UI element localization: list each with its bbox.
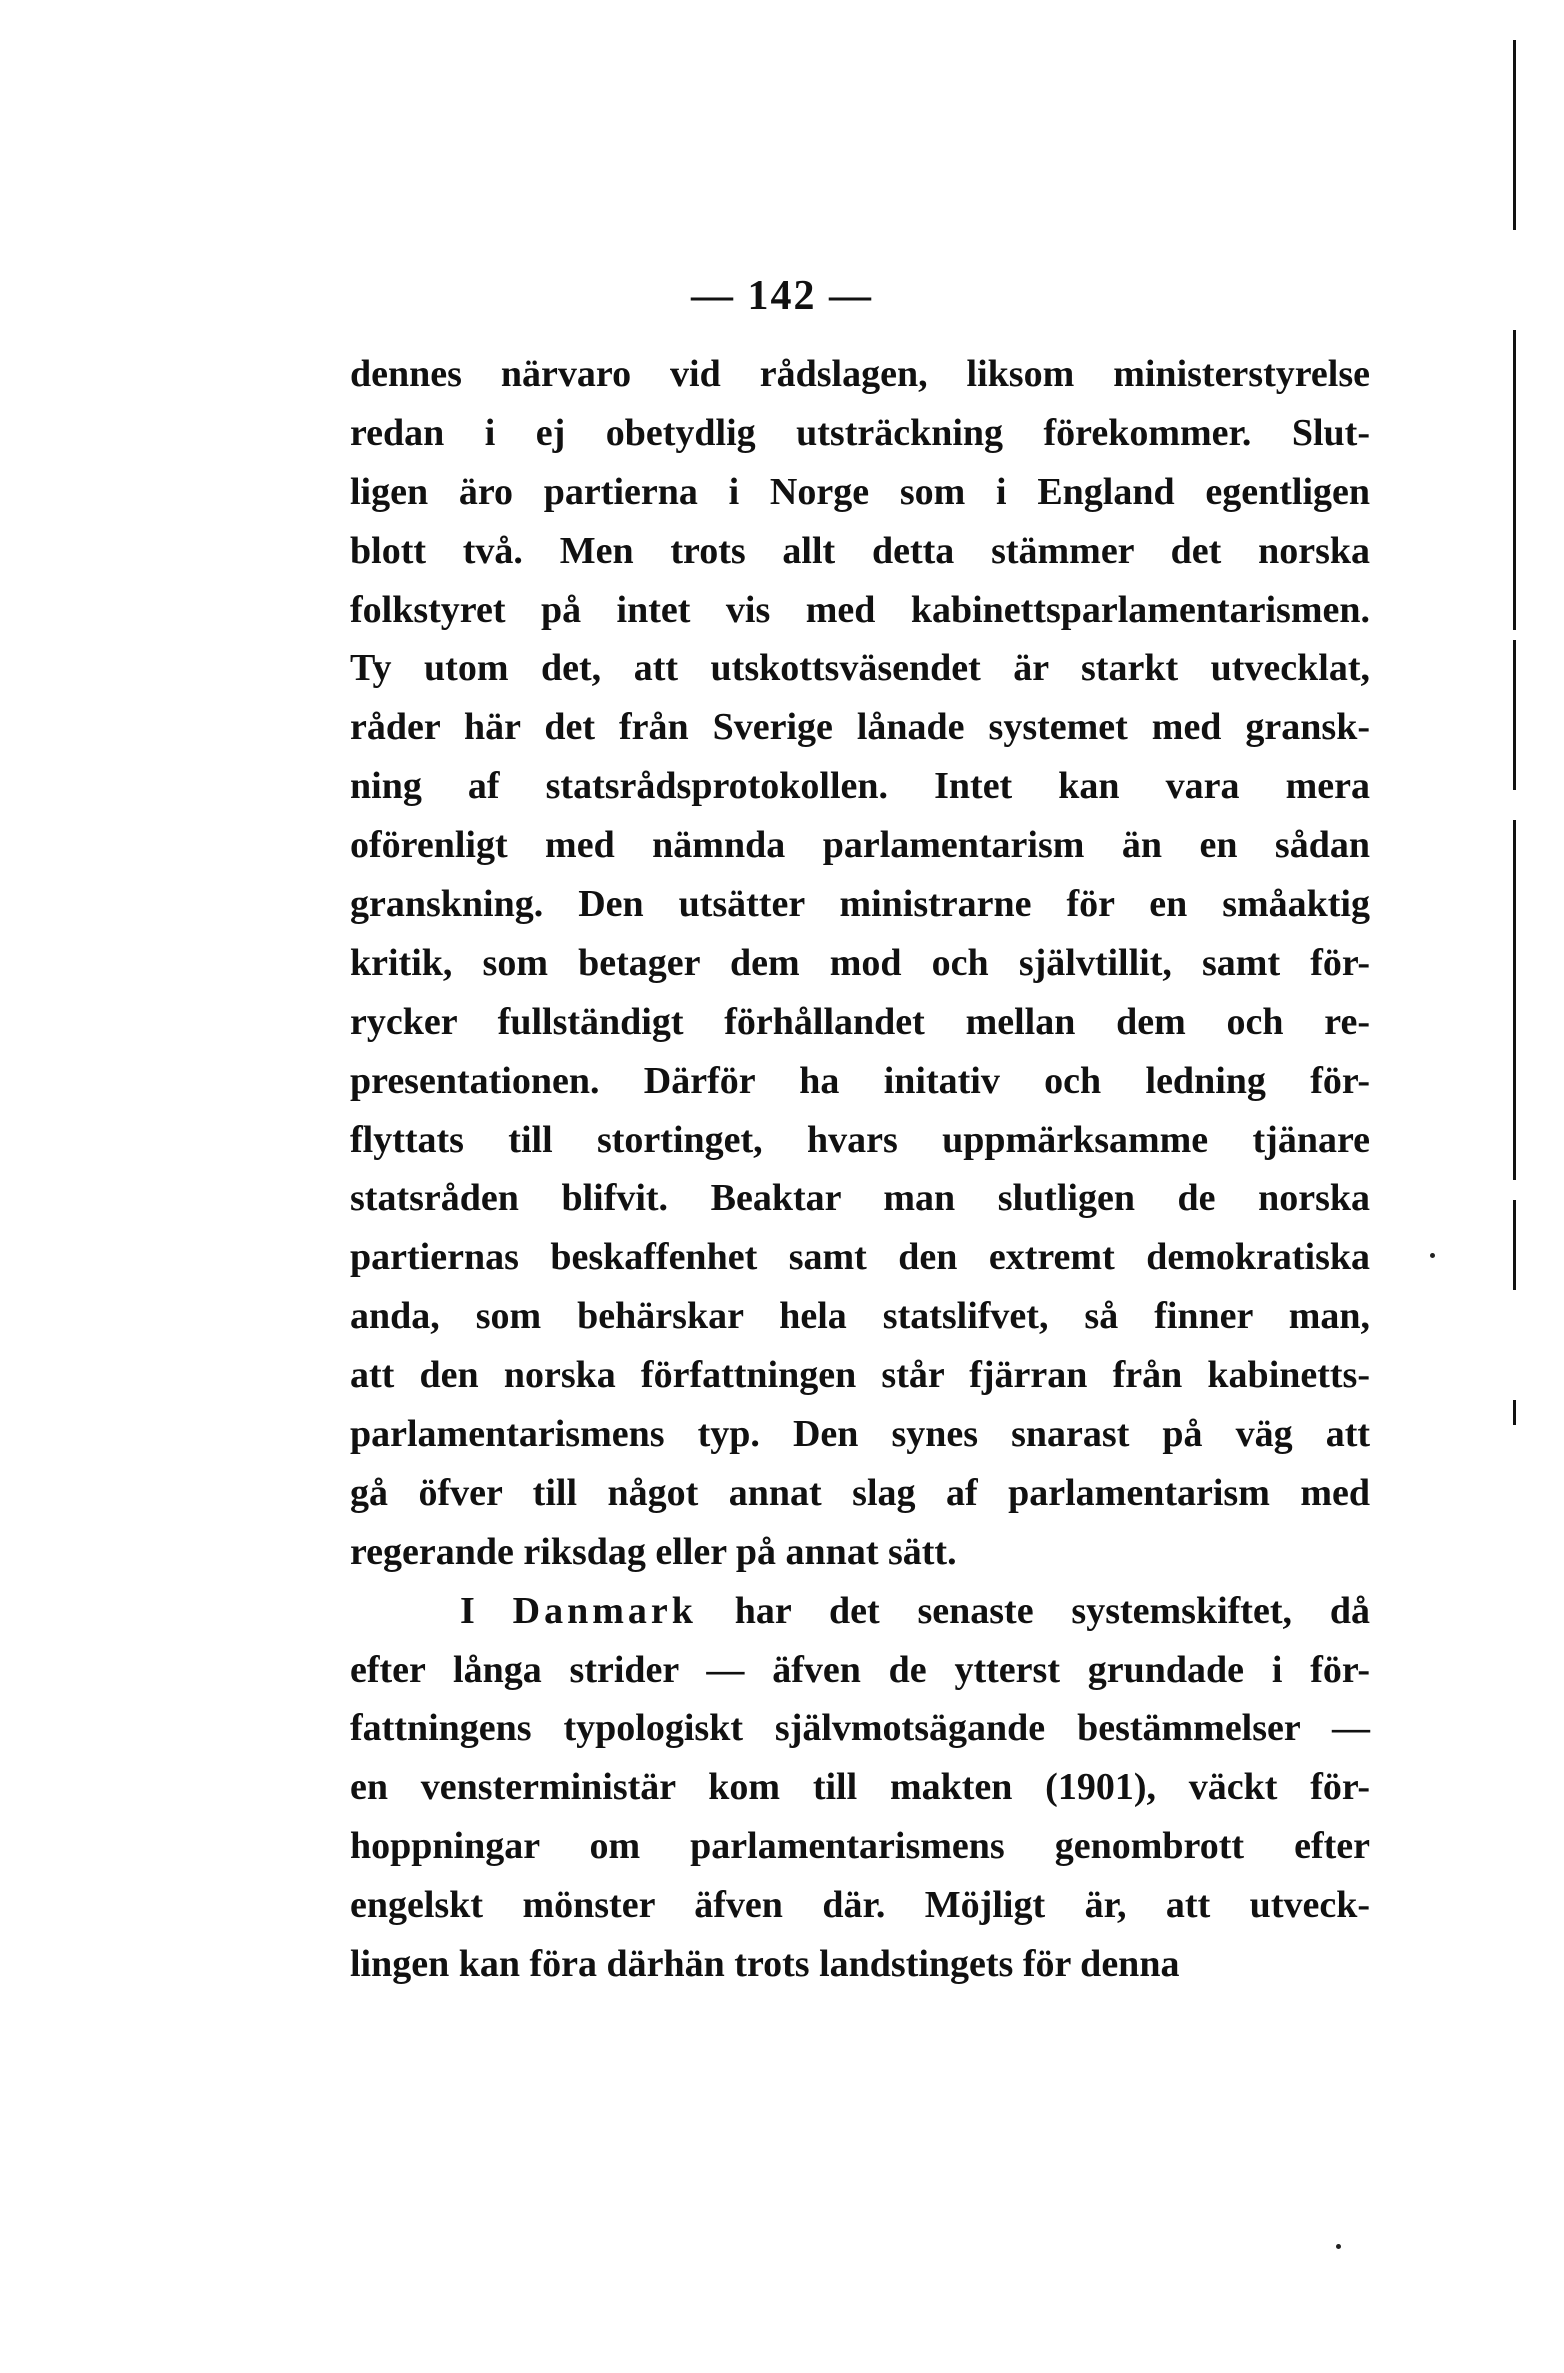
text-line: gå öfver till något annat slag af parlamentarism med — [350, 1471, 1370, 1514]
scan-edge-line — [1513, 1200, 1516, 1290]
text-line: dennes närvaro vid rådslagen, liksom ministerstyrelse — [350, 353, 1370, 395]
scan-edge-line — [1513, 820, 1516, 1180]
text-line: ligen äro partierna i Norge som i England egentligen — [350, 470, 1370, 513]
text-line: statsråden blifvit. Beaktar man slutligen de norska — [350, 1177, 1370, 1220]
text-line: hoppningar om parlamentarismens genombrott efter — [350, 1825, 1370, 1868]
text-line: kritik, som betager dem mod och självtillit, samt för- — [350, 941, 1370, 984]
text-line: att den norska författningen står fjärran från kabinetts- — [350, 1354, 1370, 1397]
text-line: redan i ej obetydlig utsträckning förekommer. Slut- — [350, 411, 1370, 454]
paragraph-1 — [350, 345, 1370, 1582]
spaced-word-danmark: Danmark — [512, 1589, 697, 1632]
scan-edge-line — [1513, 40, 1516, 230]
text-line: ning af statsrådsprotokollen. Intet kan vara mera — [350, 765, 1370, 808]
paragraph-2 — [350, 1582, 1370, 1994]
text-line: en vensterministär kom till makten (1901), väckt för- — [350, 1766, 1370, 1809]
text-line: efter långa strider — äfven de ytterst grundade i för- — [350, 1648, 1370, 1691]
line-rest: har det senaste systemskiftet, då — [696, 1589, 1370, 1632]
text-line: parlamentarismens typ. Den synes snarast på väg att — [350, 1413, 1370, 1456]
text-line: engelskt mönster äfven där. Möjligt är, att utveck- — [350, 1884, 1370, 1927]
text-line — [350, 1582, 1370, 1641]
text-line: oförenligt med nämnda parlamentarism än en sådan — [350, 824, 1370, 867]
text-line: lingen kan föra därhän trots landstingets för denna — [350, 1943, 1180, 1986]
text-line: anda, som behärskar hela statslifvet, så finner man, — [350, 1295, 1370, 1338]
line-prefix: I — [460, 1589, 513, 1632]
speck — [1336, 2244, 1341, 2249]
text-line: Ty utom det, att utskottsväsendet är starkt utvecklat, — [350, 647, 1370, 690]
text-line: granskning. Den utsätter ministrarne för en småaktig — [350, 883, 1370, 926]
body-text — [350, 345, 1370, 1994]
text-line: råder här det från Sverige lånade systemet med gransk- — [350, 706, 1370, 749]
text-line: blott två. Men trots allt detta stämmer det norska — [350, 529, 1370, 572]
text-line: presentationen. Därför ha initativ och ledning för- — [350, 1059, 1370, 1102]
text-line: folkstyret på intet vis med kabinettsparlamentarismen. — [350, 588, 1370, 631]
page-number: — 142 — — [691, 273, 873, 319]
scan-edge-line — [1513, 1400, 1516, 1425]
text-line: fattningens typologiskt självmotsägande bestämmelser — — [350, 1707, 1370, 1750]
speck — [1430, 1253, 1435, 1258]
text-line: partiernas beskaffenhet samt den extremt demokratiska — [350, 1236, 1370, 1279]
text-line: flyttats till stortinget, hvars uppmärksamme tjänare — [350, 1118, 1370, 1161]
text-line: regerande riksdag eller på annat sätt. — [350, 1530, 957, 1573]
scan-edge-line — [1513, 640, 1516, 790]
text-line: rycker fullständigt förhållandet mellan dem och re- — [350, 1000, 1370, 1043]
scan-edge-line — [1513, 330, 1516, 630]
